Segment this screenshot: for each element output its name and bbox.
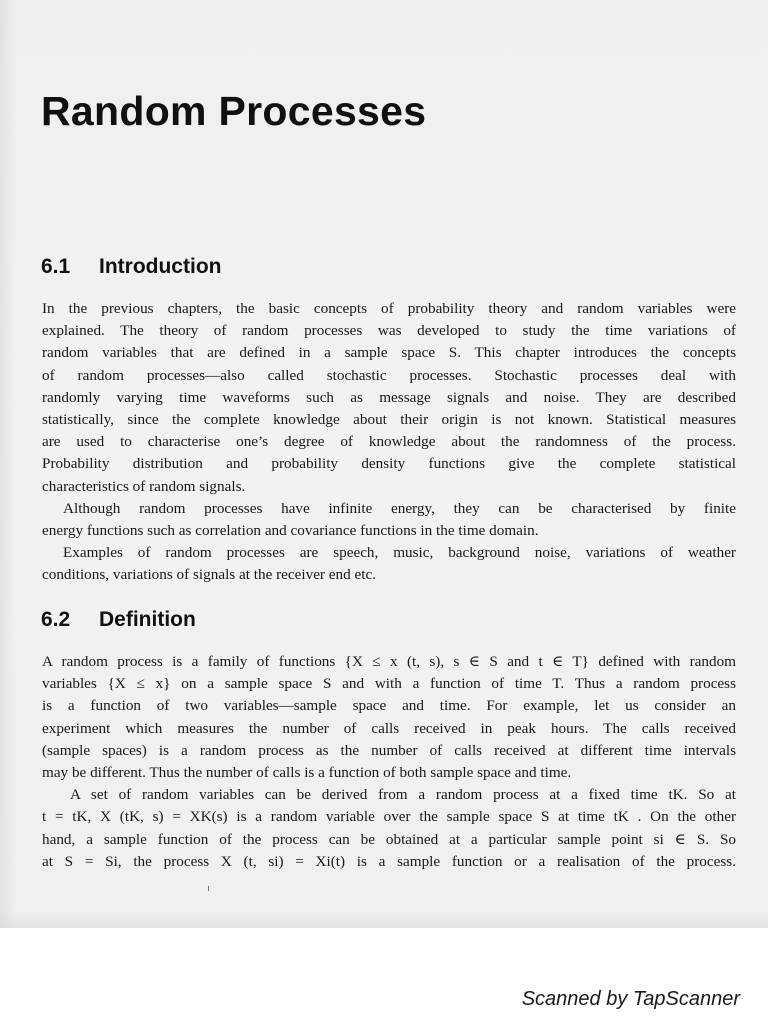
section-title: Definition [99, 608, 196, 631]
text-line: Examples of random processes are speech, music, background noise, variations of weather [63, 544, 736, 562]
section-heading-definition [41, 608, 196, 632]
text-line: A random process is a family of functions {X ≤ x (t, s), s ∈ S and t ∈ T} defined with random [42, 653, 736, 670]
chapter-title: Random Processes [41, 88, 427, 134]
text-line: may be different. Thus the number of calls is a function of both sample space and time. [42, 764, 572, 782]
text-line: are used to characterise one’s degree of knowledge about the randomness of the process. [42, 433, 736, 451]
text-line: random variables that are defined in a sample space S. This chapter introduces the concepts [42, 344, 736, 362]
text-line: explained. The theory of random processes was developed to study the time variations of [42, 322, 736, 340]
text-line: Probability distribution and probability density functions give the complete statistical [42, 455, 736, 473]
text-line: characteristics of random signals. [42, 477, 246, 495]
text-line: variables {X ≤ x} on a sample space S and with a function of time T. Thus a random process [42, 675, 736, 693]
text-line: conditions, variations of signals at the receiver end etc. [42, 566, 377, 584]
section-number: 6.2 [41, 608, 71, 631]
text-line: statistically, since the complete knowledge about their origin is not known. Statistical measures [42, 411, 736, 429]
text-line: is a function of two variables—sample space and time. For example, let us consider an [42, 697, 736, 715]
text-line: at S = Si, the process X (t, si) = Xi(t) is a sample function or a realisation of the process. [42, 852, 736, 870]
scan-shadow-left [0, 0, 16, 928]
scan-shadow-bottom [0, 912, 768, 928]
section-body-definition [42, 651, 736, 873]
section-title: Introduction [99, 255, 222, 278]
text-line: randomly varying time waveforms such as message signals and noise. They are described [42, 388, 736, 406]
section-body-introduction [42, 298, 736, 587]
text-line: experiment which measures the number of calls received in peak hours. The calls received [42, 719, 736, 737]
text-line: t = tK, X (tK, s) = XK(s) is a random variable over the sample space S at time tK . On the other [42, 808, 736, 826]
text-line: In the previous chapters, the basic concepts of probability theory and random variables were [42, 300, 736, 317]
scanner-watermark: Scanned by TapScanner [521, 988, 740, 1010]
text-line: hand, a sample function of the process can be obtained at a particular sample point si ∈ S. So [42, 830, 736, 848]
text-line: (sample spaces) is a random process as the number of calls received at different time intervals [42, 741, 736, 759]
text-line: A set of random variables can be derived from a random process at a fixed time tK. So at [70, 786, 736, 804]
text-line: energy functions such as correlation and covariance functions in the time domain. [42, 522, 539, 540]
section-number: 6.1 [41, 255, 71, 278]
text-line: Although random processes have infinite energy, they can be characterised by finite [63, 499, 736, 517]
section-heading-introduction [41, 255, 221, 279]
scan-speck [208, 886, 209, 891]
text-line: of random processes—also called stochastic processes. Stochastic processes deal with [42, 366, 736, 384]
